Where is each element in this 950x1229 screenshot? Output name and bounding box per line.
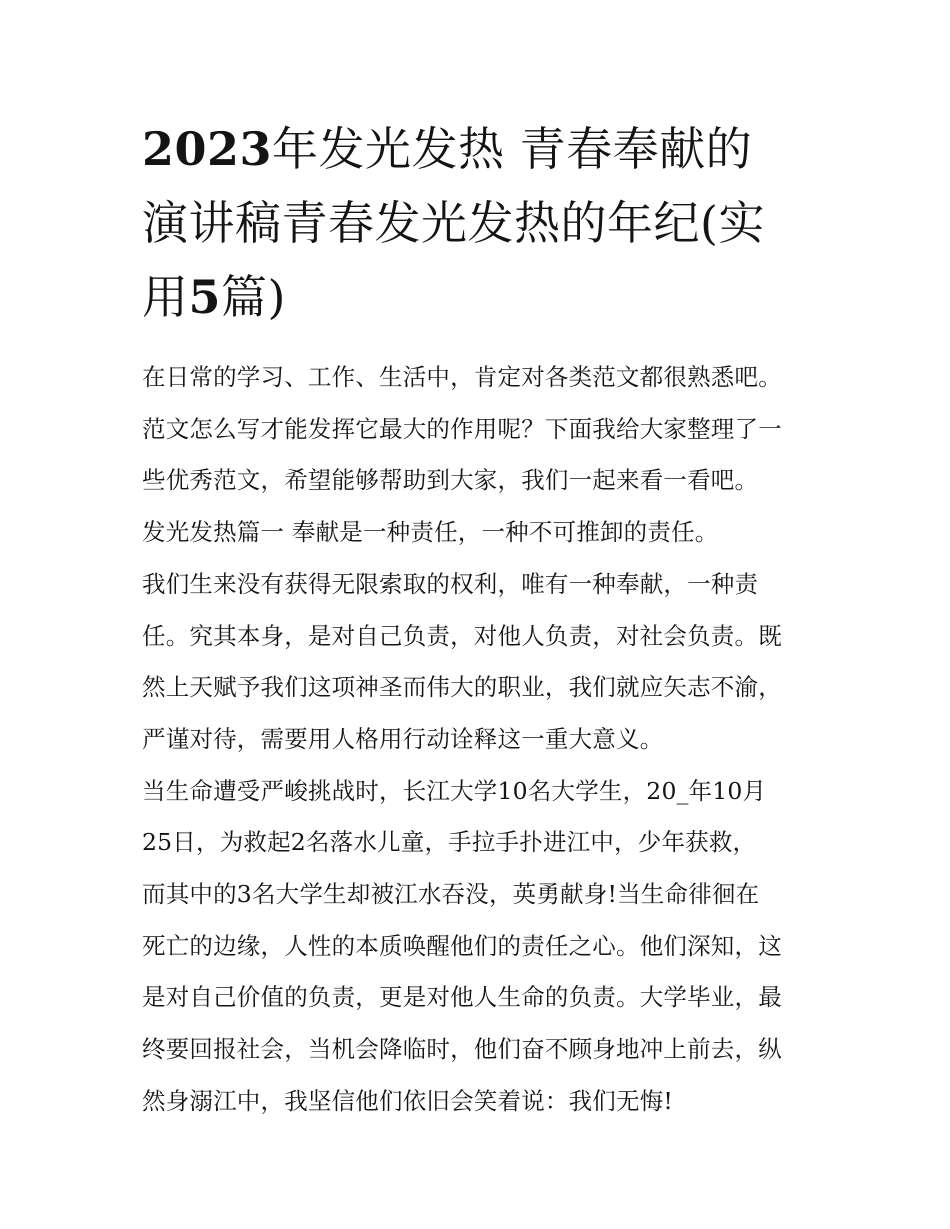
body-line: 严谨对待，需要用人格用行动诠释这一重大意义。 [142, 724, 664, 753]
body-line: 死亡的边缘，人性的本质唤醒他们的责任之心。他们深知，这 [142, 931, 782, 960]
title-line-3-pre: 用 [142, 270, 189, 324]
document-page [142, 112, 822, 1128]
body-line: 而其中的3名大学生却被江水吞没，英勇献身!当生命徘徊在 [142, 880, 760, 909]
body-line: 在日常的学习、工作、生活中，肯定对各类范文都很熟悉吧。 [142, 363, 782, 391]
body-line: 范文怎么写才能发挥它最大的作用呢？下面我给大家整理了一 [142, 414, 782, 443]
body-line: 任。究其本身，是对自己负责，对他人负责，对社会负责。既 [142, 621, 782, 650]
title-line-3 [142, 260, 822, 334]
body-line: 发光发热篇一 奉献是一种责任，一种不可推卸的责任。 [142, 518, 719, 547]
document-title [142, 112, 822, 334]
title-year: 2023 [142, 122, 273, 176]
body-line: 我们生来没有获得无限索取的权利，唯有一种奉献，一种责 [142, 569, 759, 598]
body-line: 终要回报社会，当机会降临时，他们奋不顾身地冲上前去，纵 [142, 1035, 782, 1064]
title-line-2-text: 演讲稿青春发光发热的年纪(实 [142, 196, 765, 250]
title-count: 5 [188, 270, 222, 324]
body-line: 25日，为救起2名落水儿童，手拉手扑进江中，少年获救， [142, 828, 757, 857]
document-body [142, 352, 822, 1128]
title-line-2 [142, 186, 822, 260]
body-line: 然身溺江中，我坚信他们依旧会笑着说：我们无悔! [142, 1086, 674, 1115]
title-line-1-text: 年发光发热 青春奉献的 [272, 122, 753, 176]
body-line: 当生命遭受严峻挑战时，长江大学10名大学生，20_年10月 [142, 776, 767, 805]
title-line-3-text: 篇) [221, 270, 286, 324]
body-line: 些优秀范文，希望能够帮助到大家，我们一起来看一看吧。 [142, 466, 759, 495]
body-line: 然上天赋予我们这项神圣而伟大的职业，我们就应矢志不渝， [142, 673, 782, 702]
body-line: 是对自己价值的负责，更是对他人生命的负责。大学毕业，最 [142, 983, 782, 1012]
title-line-1 [142, 112, 822, 186]
